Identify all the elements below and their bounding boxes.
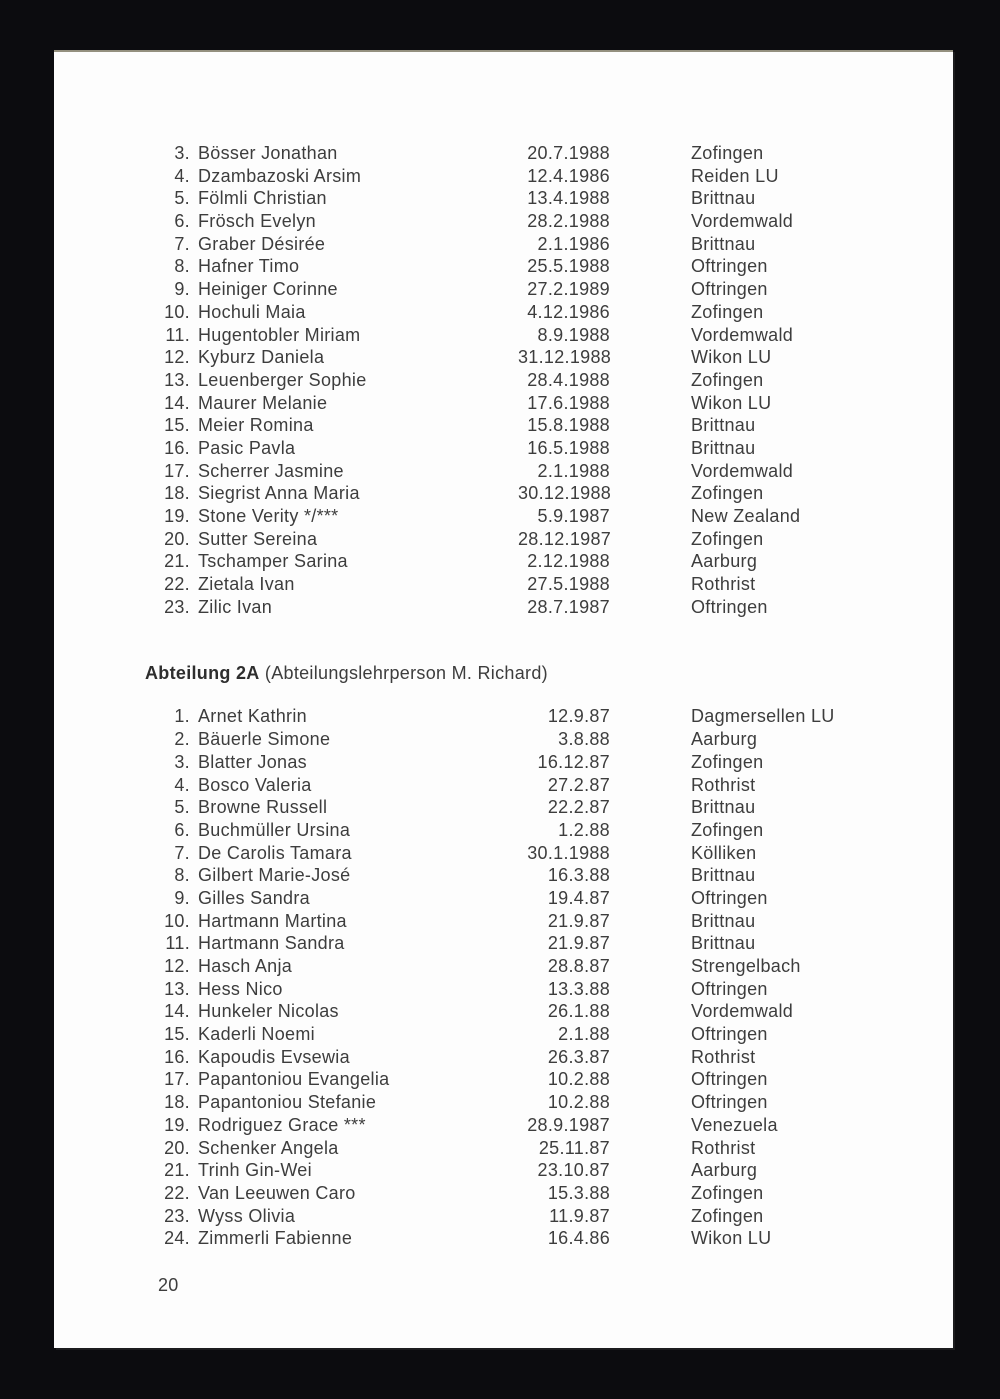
student-name: Van Leeuwen Caro: [198, 1182, 356, 1203]
place-of-origin: Strengelbach: [691, 956, 801, 976]
row-number: 22.: [164, 1182, 190, 1203]
place-of-origin: Oftringen: [691, 1069, 768, 1090]
place-of-origin: Rothrist: [691, 1137, 756, 1158]
birth-date: 13.3.88: [547, 978, 610, 999]
birth-date: 10.2.88: [547, 1092, 610, 1113]
birth-date: 12.9.87: [547, 706, 610, 727]
birth-date: 13.4.1988: [527, 188, 610, 209]
row-number: 3.: [174, 751, 190, 772]
place-of-origin: Aarburg: [691, 1160, 758, 1181]
birth-date: 19.4.87: [547, 887, 610, 908]
birth-date: 16.3.88: [547, 865, 610, 886]
row-number: 7.: [174, 233, 190, 254]
section-title: Abteilung 2A: [145, 663, 260, 684]
roster-row: [145, 392, 953, 415]
row-number: 13.: [164, 369, 190, 390]
row-number: 10.: [164, 301, 190, 322]
row-number: 6.: [174, 819, 190, 840]
roster-row: [145, 1023, 953, 1046]
student-name: Zimmerli Fabienne: [198, 1228, 353, 1249]
page-content: [54, 52, 953, 1297]
student-name: Schenker Angela: [198, 1137, 339, 1158]
student-name: Hartmann Sandra: [198, 933, 345, 954]
place-of-origin: Kölliken: [691, 842, 757, 863]
roster-row: [145, 550, 953, 573]
student-name: Leuenberger Sophie: [198, 369, 367, 390]
birth-date: 2.1.88: [558, 1024, 610, 1045]
roster-row: [145, 1137, 953, 1160]
place-of-origin: Aarburg: [691, 729, 758, 750]
row-number: 8.: [174, 865, 190, 886]
place-of-origin: Oftringen: [691, 256, 768, 277]
student-name: Gilbert Marie-José: [198, 865, 351, 886]
student-name: Heiniger Corinne: [198, 279, 338, 300]
birth-date: 17.6.1988: [527, 392, 610, 413]
roster-row: [145, 482, 953, 505]
student-name: Papantoniou Stefanie: [198, 1092, 377, 1113]
place-of-origin: Vordemwald: [691, 460, 794, 481]
row-number: 12.: [164, 347, 190, 368]
student-name: Bäuerle Simone: [198, 729, 331, 750]
place-of-origin: Brittnau: [691, 933, 756, 954]
birth-date: 21.9.87: [547, 910, 610, 931]
student-name: De Carolis Tamara: [198, 842, 352, 863]
roster-row: [145, 774, 953, 797]
place-of-origin: Rothrist: [691, 774, 756, 795]
birth-date: 28.12.1987: [518, 528, 612, 549]
student-name: Hafner Timo: [198, 256, 300, 277]
place-of-origin: Brittnau: [691, 797, 756, 818]
roster-row: [145, 728, 953, 751]
row-number: 14.: [164, 1001, 190, 1022]
birth-date: 15.3.88: [547, 1182, 610, 1203]
student-name: Dzambazoski Arsim: [198, 165, 362, 186]
student-name: Bosco Valeria: [198, 774, 312, 795]
birth-date: 26.1.88: [547, 1001, 610, 1022]
place-of-origin: Zofingen: [691, 528, 764, 549]
place-of-origin: Zofingen: [691, 751, 764, 772]
student-name: Kaderli Noemi: [198, 1024, 315, 1045]
student-name: Trinh Gin-Wei: [198, 1160, 312, 1181]
roster-row: [145, 1046, 953, 1069]
roster-row: [145, 819, 953, 842]
student-name: Frösch Evelyn: [198, 211, 316, 232]
birth-date: 11.9.87: [549, 1205, 610, 1226]
row-number: 3.: [174, 143, 190, 163]
row-number: 24.: [164, 1228, 190, 1249]
roster-row: [145, 187, 953, 210]
place-of-origin: New Zealand: [691, 506, 801, 526]
birth-date: 2.1.1988: [537, 460, 610, 481]
roster-section-1: [145, 142, 953, 618]
place-of-origin: Oftringen: [691, 978, 768, 999]
student-name: Kapoudis Evsewia: [198, 1046, 350, 1067]
roster-row: [145, 1182, 953, 1205]
student-name: Gilles Sandra: [198, 887, 310, 908]
birth-date: 8.9.1988: [537, 324, 610, 345]
student-name: Bösser Jonathan: [198, 143, 338, 163]
place-of-origin: Vordemwald: [691, 324, 794, 345]
row-number: 9.: [174, 279, 190, 300]
birth-date: 5.9.1987: [537, 506, 610, 526]
student-name: Hartmann Martina: [198, 910, 347, 931]
place-of-origin: Wikon LU: [691, 347, 772, 368]
place-of-origin: Brittnau: [691, 233, 756, 254]
row-number: 4.: [174, 165, 190, 186]
student-name: Sutter Sereina: [198, 528, 318, 549]
row-number: 12.: [164, 956, 190, 976]
roster-row: [145, 796, 953, 819]
birth-date: 27.5.1988: [527, 574, 610, 595]
birth-date: 16.4.86: [547, 1228, 610, 1249]
roster-row: [145, 705, 953, 728]
row-number: 23.: [164, 1205, 190, 1226]
place-of-origin: Vordemwald: [691, 1001, 794, 1022]
roster-row: [145, 887, 953, 910]
row-number: 17.: [164, 460, 190, 481]
student-name: Papantoniou Evangelia: [198, 1069, 390, 1090]
roster-row: [145, 955, 953, 978]
student-name: Kyburz Daniela: [198, 347, 325, 368]
student-name: Hugentobler Miriam: [198, 324, 361, 345]
student-name: Siegrist Anna Maria: [198, 483, 360, 504]
student-name: Hasch Anja: [198, 956, 293, 976]
roster-row: [145, 278, 953, 301]
row-number: 6.: [174, 211, 190, 232]
birth-date: 28.9.1987: [527, 1114, 610, 1135]
roster-row: [145, 864, 953, 887]
row-number: 4.: [174, 774, 190, 795]
roster-row: [145, 346, 953, 369]
birth-date: 10.2.88: [547, 1069, 610, 1090]
birth-date: 28.2.1988: [527, 211, 610, 232]
birth-date: 16.5.1988: [527, 437, 610, 458]
student-name: Buchmüller Ursina: [198, 819, 351, 840]
row-number: 21.: [164, 1160, 190, 1181]
document-page: [54, 50, 953, 1348]
birth-date: 27.2.87: [547, 774, 610, 795]
place-of-origin: Zofingen: [691, 143, 764, 163]
birth-date: 21.9.87: [547, 933, 610, 954]
birth-date: 30.1.1988: [527, 842, 610, 863]
roster-row: [145, 978, 953, 1001]
student-name: Meier Romina: [198, 415, 314, 436]
roster-row: [145, 142, 953, 165]
birth-date: 1.2.88: [558, 819, 610, 840]
place-of-origin: Zofingen: [691, 1182, 764, 1203]
birth-date: 25.5.1988: [527, 256, 610, 277]
birth-date: 25.11.87: [538, 1137, 610, 1158]
student-name: Fölmli Christian: [198, 188, 327, 209]
roster-row: [145, 437, 953, 460]
roster-row: [145, 1205, 953, 1228]
roster-row: [145, 910, 953, 933]
place-of-origin: Brittnau: [691, 437, 756, 458]
place-of-origin: Rothrist: [691, 574, 756, 595]
place-of-origin: Aarburg: [691, 551, 758, 572]
row-number: 2.: [174, 729, 190, 750]
roster-row: [145, 1091, 953, 1114]
birth-date: 22.2.87: [547, 797, 610, 818]
birth-date: 26.3.87: [547, 1046, 610, 1067]
roster-row: [145, 233, 953, 256]
roster-row: [145, 596, 953, 619]
birth-date: 27.2.1989: [527, 279, 610, 300]
student-name: Hunkeler Nicolas: [198, 1001, 339, 1022]
place-of-origin: Oftringen: [691, 1092, 768, 1113]
place-of-origin: Oftringen: [691, 279, 768, 300]
place-of-origin: Oftringen: [691, 887, 768, 908]
place-of-origin: Brittnau: [691, 910, 756, 931]
roster-row: [145, 505, 953, 528]
row-number: 5.: [174, 797, 190, 818]
place-of-origin: Dagmersellen LU: [691, 706, 835, 727]
student-name: Hochuli Maia: [198, 301, 306, 322]
row-number: 5.: [174, 188, 190, 209]
row-number: 8.: [174, 256, 190, 277]
row-number: 21.: [164, 551, 190, 572]
section-teacher-note: (Abteilungslehrperson M. Richard): [259, 663, 548, 684]
roster-row: [145, 1068, 953, 1091]
place-of-origin: Zofingen: [691, 819, 764, 840]
place-of-origin: Oftringen: [691, 596, 768, 617]
birth-date: 28.7.1987: [527, 596, 610, 617]
roster-row: [145, 255, 953, 278]
place-of-origin: Reiden LU: [691, 165, 779, 186]
row-number: 11.: [165, 933, 190, 954]
student-name: Graber Désirée: [198, 233, 326, 254]
row-number: 20.: [164, 1137, 190, 1158]
row-number: 18.: [164, 1092, 190, 1113]
roster-row: [145, 324, 953, 347]
row-number: 15.: [164, 415, 190, 436]
roster-row: [145, 1159, 953, 1182]
row-number: 1.: [174, 706, 190, 727]
row-number: 18.: [164, 483, 190, 504]
place-of-origin: Brittnau: [691, 865, 756, 886]
roster-row: [145, 842, 953, 865]
roster-row: [145, 1000, 953, 1023]
student-name: Zietala Ivan: [198, 574, 295, 595]
student-name: Hess Nico: [198, 978, 283, 999]
student-name: Stone Verity */***: [198, 506, 339, 526]
roster-row: [145, 528, 953, 551]
roster-row: [145, 210, 953, 233]
section-heading: [145, 662, 953, 685]
roster-row: [145, 932, 953, 955]
student-name: Maurer Melanie: [198, 392, 328, 413]
roster-row: [145, 301, 953, 324]
student-name: Wyss Olivia: [198, 1205, 296, 1226]
birth-date: 20.7.1988: [527, 143, 610, 163]
birth-date: 28.4.1988: [527, 369, 610, 390]
row-number: 16.: [164, 1046, 190, 1067]
place-of-origin: Brittnau: [691, 188, 756, 209]
birth-date: 15.8.1988: [527, 415, 610, 436]
row-number: 7.: [174, 842, 190, 863]
place-of-origin: Zofingen: [691, 483, 764, 504]
student-name: Browne Russell: [198, 797, 328, 818]
birth-date: 28.8.87: [547, 956, 610, 976]
birth-date: 30.12.1988: [518, 483, 612, 504]
place-of-origin: Wikon LU: [691, 392, 772, 413]
place-of-origin: Zofingen: [691, 369, 764, 390]
row-number: 22.: [164, 574, 190, 595]
roster-row: [145, 751, 953, 774]
row-number: 10.: [164, 910, 190, 931]
student-name: Scherrer Jasmine: [198, 460, 344, 481]
place-of-origin: Zofingen: [691, 301, 764, 322]
birth-date: 31.12.1988: [518, 347, 612, 368]
birth-date: 3.8.88: [558, 729, 610, 750]
place-of-origin: Rothrist: [691, 1046, 756, 1067]
student-name: Pasic Pavla: [198, 437, 296, 458]
place-of-origin: Wikon LU: [691, 1228, 772, 1249]
row-number: 19.: [164, 506, 190, 526]
row-number: 9.: [174, 887, 190, 908]
birth-date: 23.10.87: [537, 1160, 610, 1181]
row-number: 16.: [164, 437, 190, 458]
student-name: Rodriguez Grace ***: [198, 1114, 366, 1135]
roster-row: [145, 460, 953, 483]
row-number: 15.: [164, 1024, 190, 1045]
student-name: Tschamper Sarina: [198, 551, 348, 572]
roster-row: [145, 414, 953, 437]
place-of-origin: Oftringen: [691, 1024, 768, 1045]
row-number: 19.: [164, 1114, 190, 1135]
student-name: Blatter Jonas: [198, 751, 307, 772]
birth-date: 16.12.87: [537, 751, 610, 772]
roster-row: [145, 573, 953, 596]
place-of-origin: Vordemwald: [691, 211, 794, 232]
roster-row: [145, 1227, 953, 1250]
row-number: 13.: [164, 978, 190, 999]
row-number: 17.: [164, 1069, 190, 1090]
birth-date: 2.12.1988: [527, 551, 610, 572]
place-of-origin: Venezuela: [691, 1114, 778, 1135]
roster-row: [145, 165, 953, 188]
roster-section-2: [145, 705, 953, 1250]
student-name: Zilic Ivan: [198, 596, 273, 617]
place-of-origin: Brittnau: [691, 415, 756, 436]
page-number: 20: [158, 1274, 179, 1295]
row-number: 14.: [164, 392, 190, 413]
row-number: 23.: [164, 596, 190, 617]
birth-date: 4.12.1986: [527, 301, 610, 322]
student-name: Arnet Kathrin: [198, 706, 307, 727]
birth-date: 2.1.1986: [537, 233, 610, 254]
row-number: 20.: [164, 528, 190, 549]
roster-row: [145, 1114, 953, 1137]
roster-row: [145, 369, 953, 392]
place-of-origin: Zofingen: [691, 1205, 764, 1226]
birth-date: 12.4.1986: [527, 165, 610, 186]
row-number: 11.: [165, 324, 190, 345]
